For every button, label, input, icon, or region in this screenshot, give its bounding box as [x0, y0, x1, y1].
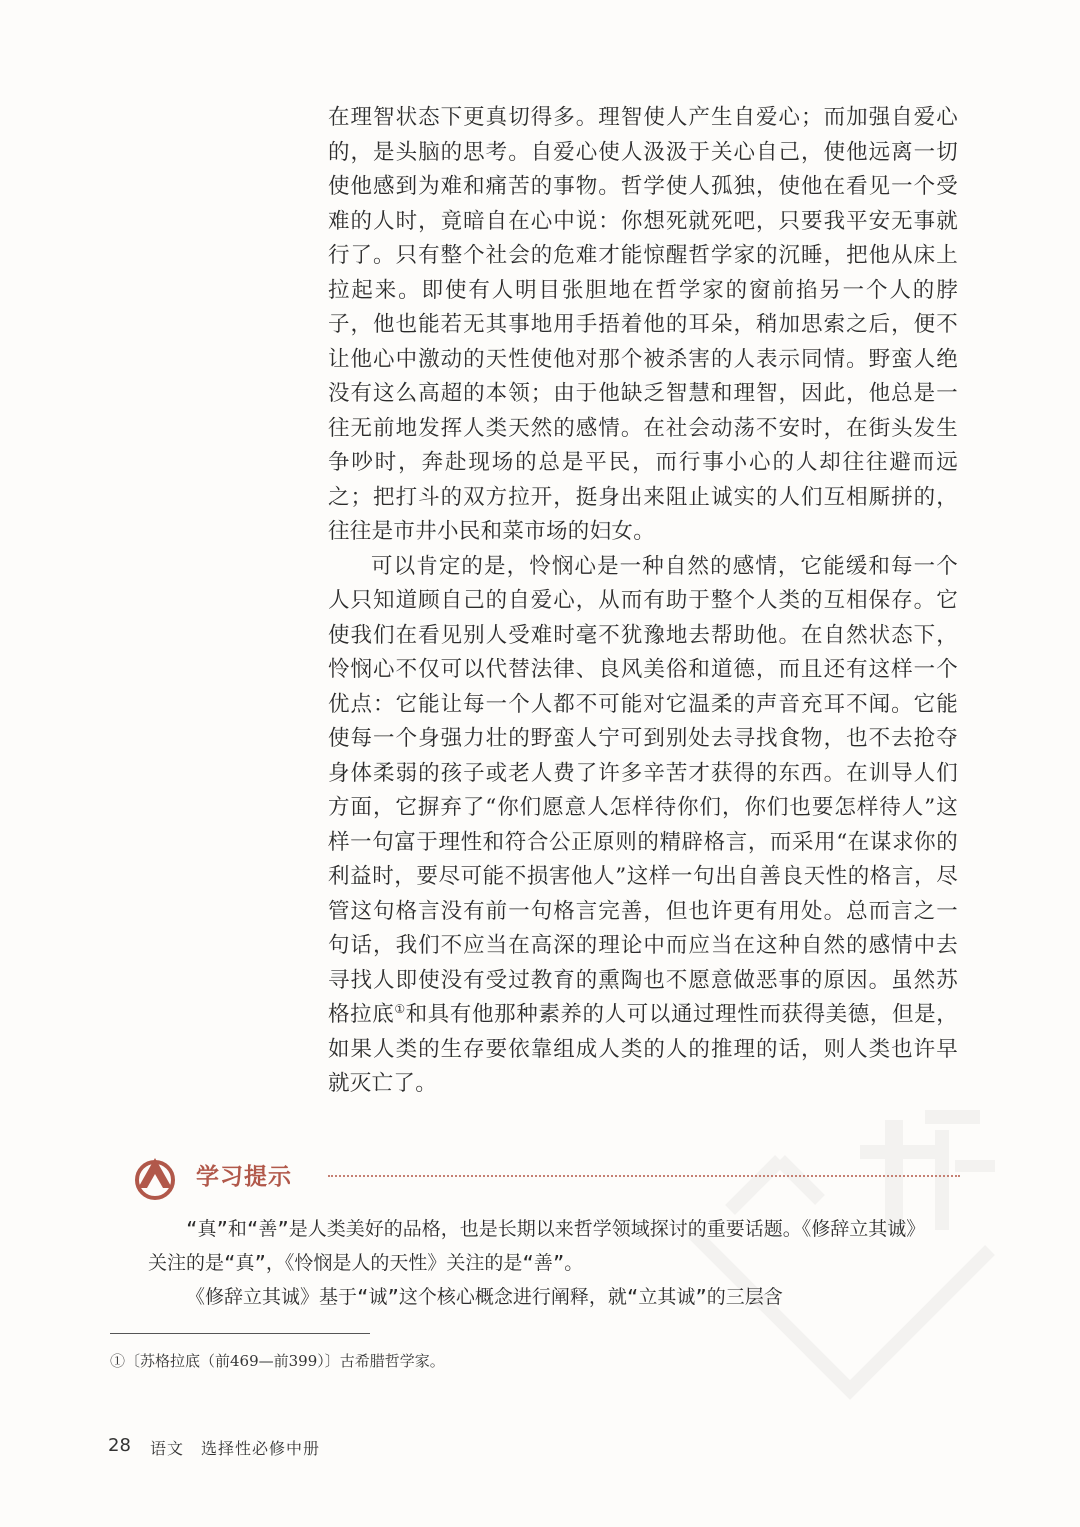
study-tips-header — [130, 1150, 960, 1200]
footnote-divider — [110, 1333, 370, 1334]
study-tips-title: 学习提示 — [196, 1164, 292, 1190]
paragraph-2 — [328, 550, 958, 1102]
book-title: 语文 选择性必修中册 — [150, 1439, 321, 1458]
footnote: ①〔苏格拉底（前469—前399）〕古希腊哲学家。 — [110, 1352, 445, 1370]
study-tips-text — [148, 1212, 920, 1314]
paragraph-2-part-2: 和具有他那种素养的人可以通过理性而获得美德，但是，如果人类的生存要依靠组成人类的人的推理的话，则人类也许早就灭亡了。 — [328, 1002, 959, 1096]
main-text — [328, 101, 958, 1102]
paragraph-1: 在理智状态下更真切得多。理智使人产生自爱心；而加强自爱心的，是头脑的思考。自爱心使人汲汲于关心自己，使他远离一切使他感到为难和痛苦的事物。哲学使人孤独，使他在看见一个受难的人时，竟暗自在心中说：你想死就死吧，只要我平安无事就行了。只有整个社会的危难才能惊醒哲学家的沉睡，把他从床上拉起来。即使有人明目张胆地在哲学家的窗前掐另一个人的脖子，他也能若无其事地用手捂着他的耳朵，稍加思索之后，便不让他心中激动的天性使他对那个被杀害的人表示同情。野蛮人绝没有这么高超的本领；由于他缺乏智慧和理智，因此，他总是一往无前地发挥人类天然的感情。在社会动荡不安时，在街头发生争吵时，奔赴现场的总是平民，而行事小心的人却往往避而远之；把打斗的双方拉开，挺身出来阻止诚实的人们互相厮拼的，往往是市井小民和菜市场的妇女。 — [328, 105, 958, 544]
tips-paragraph-1: “真”和“善”是人类美好的品格，也是长期以来哲学领域探讨的重要话题。《修辞立其诚》关注的是“真”，《怜悯是人的天性》关注的是“善”。 — [148, 1218, 916, 1274]
footnote-reference[interactable]: ① — [394, 1001, 406, 1016]
study-tips-icon — [130, 1150, 180, 1200]
paragraph-2-part-1: 可以肯定的是，怜悯心是一种自然的感情，它能缓和每一个人只知道顾自己的自爱心，从而有助于整个人类的互相保存。它使我们在看见别人受难时毫不犹豫地去帮助他。在自然状态下，怜悯心不仅可以代替法律、良风美俗和道德，而且还有这样一个优点：它能让每一个人都不可能对它温柔的声音充耳不闻。它能使每一个身强力壮的野蛮人宁可到别处去寻找食物，也不去抢夺身体柔弱的孩子或老人费了许多辛苦才获得的东西。在训导人们方面，它摒弃了“你们愿意人怎样待你们，你们也要怎样待人”这样一句富于理性和符合公正原则的精辟格言，而采用“在谋求你的利益时，要尽可能不损害他人”这样一句出自善良天性的格言，尽管这句格言没有前一句格言完善，但也许更有用处。总而言之一句话，我们不应当在高深的理论中而应当在这种自然的感情中去寻找人即使没有受过教育的熏陶也不愿意做恶事的原因。虽然苏格拉底 — [328, 553, 958, 1027]
page-number: 28 — [108, 1435, 131, 1456]
dotted-divider — [328, 1175, 960, 1177]
tips-paragraph-2: 《修辞立其诚》基于“诚”这个核心概念进行阐释，就“立其诚”的三层含 — [186, 1286, 783, 1308]
